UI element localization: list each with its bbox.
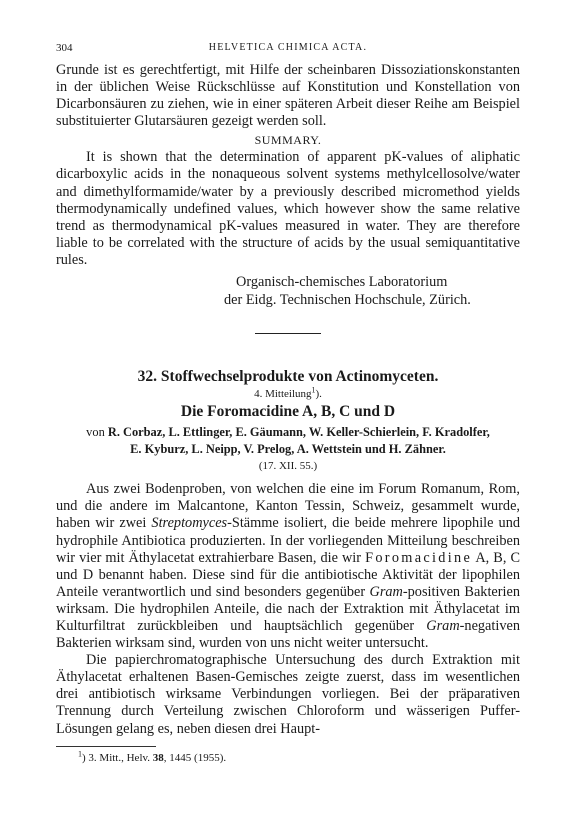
footnote-mark: 1 <box>78 748 82 758</box>
article-part: 4. Mitteilung$^1$). <box>254 385 322 401</box>
summary-heading: SUMMARY. <box>254 133 322 148</box>
summary-text: It is shown that the determination of apparent pK-values of aliphatic dicarboxylic acids in the nonaqueous solvent systems methylcellosolve/water and dimethylformamide/water by a previously described micromethod yields thermodynamically undefined values, which however show the same relative trend as thermodynamical pK-values measured in water. They are therefore liable to be correlated with the structure of acids by the usual semiquantitative rules. <box>56 149 520 268</box>
p1-part-c: A, B, C und D benannt haben. Diese sind für die antibiotische Aktivität der lipophilen Anteile verantwortlich und sind besonders gegenüber <box>56 549 520 600</box>
p1-italic-gram-1: Gram <box>369 583 403 600</box>
footnote-ref: 1 <box>311 385 316 395</box>
article-part-label: 4. Mitteilung <box>254 388 312 401</box>
p1-part-a: Aus zwei Bodenproben, von welchen die eine im Forum Romanum, Rom, und die andere im Malcantone, Kanton Tessin, Schweiz, gesammelt wurde, haben wir zwei <box>56 481 520 532</box>
received-date: (17. XII. 55.) <box>258 460 318 473</box>
affiliation-line-2: der Eidg. Technischen Hochschule, Zürich. <box>224 291 471 308</box>
p1-italic-streptomyces: Streptomyces <box>151 515 228 532</box>
article-title: 32. Stoffwechselprodukte von Actinomyceten. <box>137 368 439 386</box>
footnote-text-a: ) 3. Mitt., Helv. <box>82 751 153 764</box>
p1-part-b: -Stämme isoliert, die beide mehrere lipophile und hydrophile Antibiotica produzierten. In der vorliegenden Mitteilung beschreiben wir vier mit Äthylacetat extrahierbare Basen, die wir <box>56 515 521 566</box>
p1-italic-gram-2: Gram <box>426 617 460 634</box>
journal-name: HELVETICA CHIMICA ACTA. <box>208 42 368 53</box>
affiliation-line-1: Organisch-chemisches Laboratorium <box>236 274 448 291</box>
p1-part-e: -negativen Bakterien wirksam sind, wurden von uns nicht weiter untersucht. <box>56 617 520 652</box>
page <box>56 42 520 765</box>
footnote <box>56 748 520 765</box>
authors <box>56 424 520 458</box>
footnote-text-b: , 1445 (1955). <box>163 751 227 764</box>
authors-line-1 <box>56 424 520 441</box>
p1-foromacidine: Foromacidine <box>365 549 473 566</box>
affiliation <box>224 274 520 309</box>
intro-paragraph: Grunde ist es gerechtfertigt, mit Hilfe der scheinbaren Dissoziationskonstanten in der üblichen Weise Rückschlüsse auf Konstitution und Konstellation von Dicarbonsäuren zu ziehen, wie in einer späteren Arbeit dieser Reihe am Beispiel substituierter Glutarsäuren gezeigt werden soll. <box>56 62 520 130</box>
running-header <box>56 42 520 62</box>
body-paragraph-1 <box>56 481 520 652</box>
authors-line-2 <box>56 441 520 458</box>
p1-part-d: -positiven Bakterien wirksam. Die hydrophilen Anteile, die nach der Extraktion mit Äthylacetat im Kulturfiltrat zurückbleiben und hauptsächlich gegenüber <box>56 583 520 634</box>
authors-names-2: E. Kyburz, L. Neipp, V. Prelog, A. Wettstein und H. Zähner. <box>130 442 446 457</box>
authors-prefix: von <box>86 425 105 440</box>
body-paragraph-2: Die papierchromatographische Untersuchung des durch Extraktion mit Äthylacetat erhaltenen Basen-Gemisches zeigte zuerst, dass im wesentlichen drei antibiotisch wirksame Verbindungen vorliegen. Bei der präparativen Trennung durch Verteilung zwischen Chloroform und wässerigen Puffer-Lösungen gelang es, neben diesen drei Haupt- <box>56 652 520 737</box>
page-number: 304 <box>56 42 73 54</box>
article-subtitle: Die Foromacidine A, B, C und D <box>180 403 396 421</box>
section-divider <box>255 333 321 334</box>
footnote-rule <box>56 746 156 747</box>
footnote-volume: 38 <box>152 751 164 764</box>
authors-names-1: R. Corbaz, L. Ettlinger, E. Gäumann, W. Keller-Schierlein, F. Kradolfer, <box>107 425 490 440</box>
